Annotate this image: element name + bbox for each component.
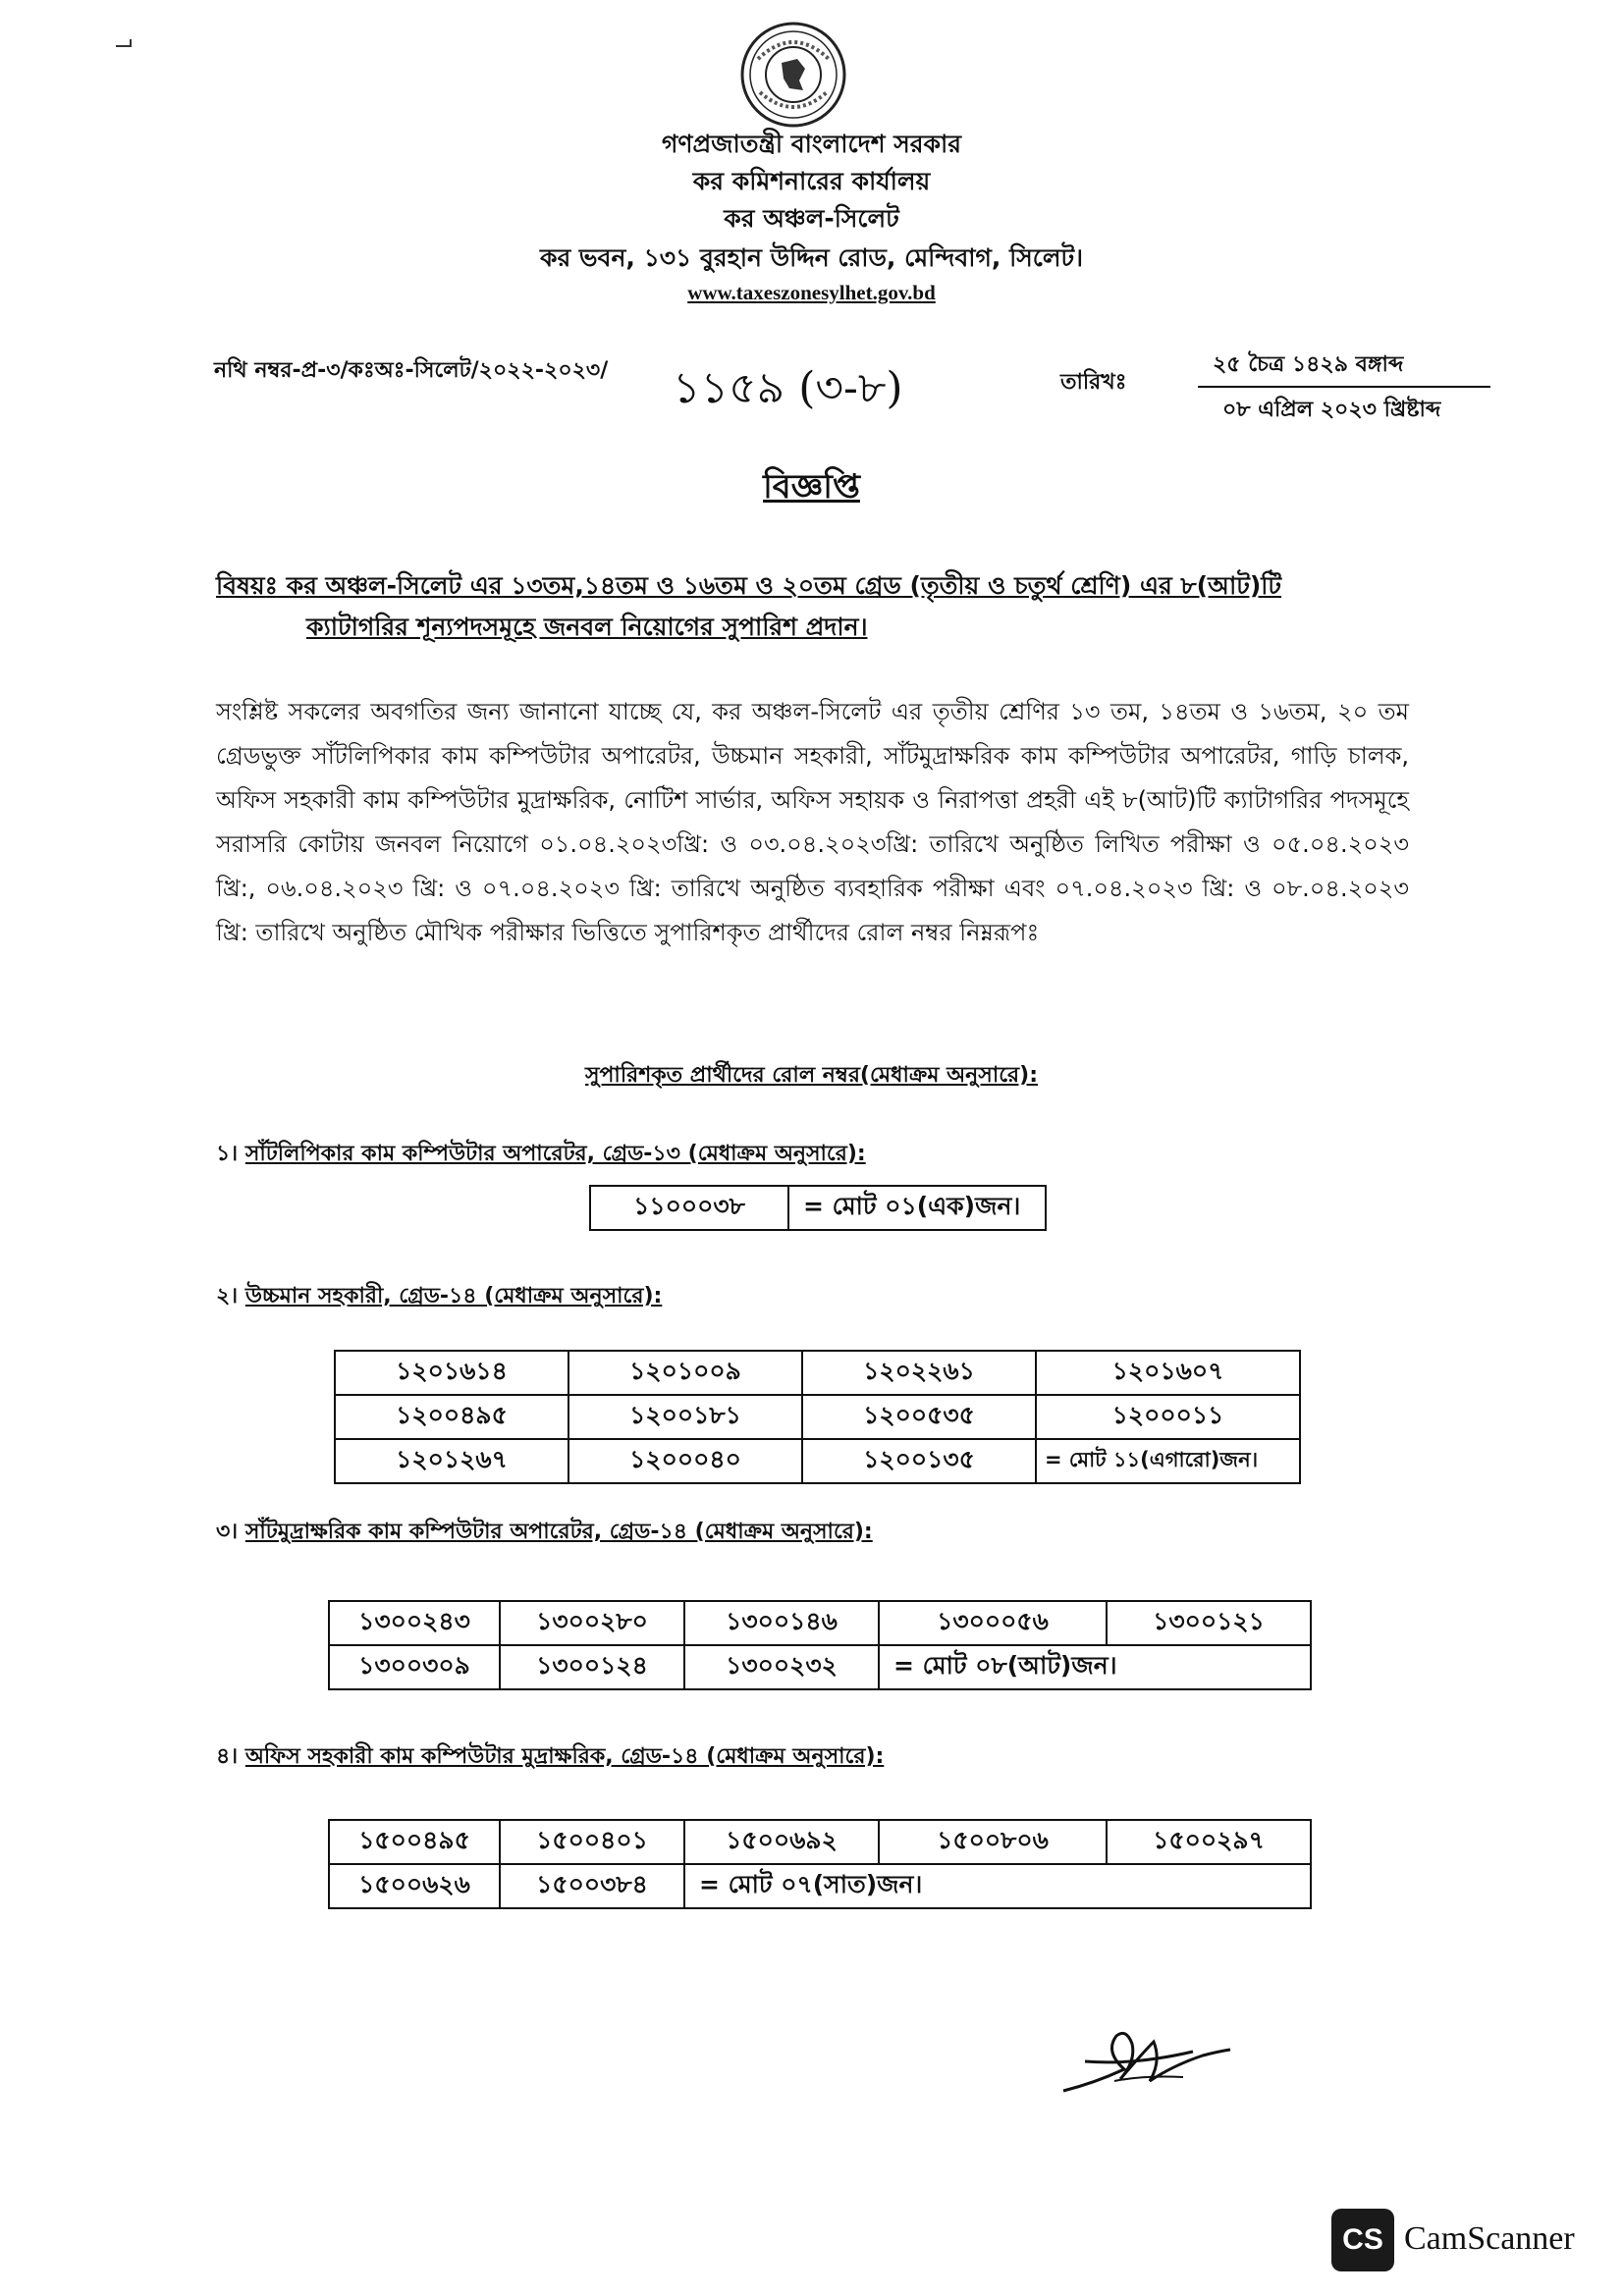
notice-title: বিজ্ঞপ্তি xyxy=(763,467,860,507)
table-row xyxy=(590,1186,1046,1230)
list-heading: সুপারিশকৃত প্রার্থীদের রোল নম্বর(মেধাক্রম অনুসারে): xyxy=(584,1063,1039,1088)
header-line-1: গণপ্রজাতন্ত্রী বাংলাদেশ সরকার xyxy=(662,130,961,158)
roll-cell: ১৩০০১২৪ xyxy=(500,1645,684,1689)
camscanner-label: CamScanner xyxy=(1404,2220,1575,2257)
roll-cell: ১২০১২৬৭ xyxy=(335,1439,568,1483)
roll-cell: ১৫০০৪০১ xyxy=(500,1820,684,1864)
government-seal xyxy=(738,20,848,130)
section-1-table xyxy=(589,1185,1047,1231)
date-divider xyxy=(1198,386,1490,388)
roll-cell: ১৫০০৮০৬ xyxy=(879,1820,1107,1864)
section-2-heading: ২। উচ্চমান সহকারী, গ্রেড-১৪ (মেধাক্রম অনুসারে): xyxy=(216,1284,663,1308)
table-row xyxy=(329,1645,1311,1689)
table-row xyxy=(329,1820,1311,1864)
handwritten-reference-number: ১১৫৯ (৩-৮) xyxy=(673,363,903,413)
date-bangla: ২৫ চৈত্র ১৪২৯ বঙ্গাব্দ xyxy=(1213,352,1404,377)
roll-cell: ১২০১০০৯ xyxy=(568,1351,802,1395)
website-link[interactable]: www.taxeszonesylhet.gov.bd xyxy=(687,281,936,304)
roll-cell: ১৫০০২৯৭ xyxy=(1107,1820,1311,1864)
roll-cell: ১২০০০১১ xyxy=(1036,1395,1300,1439)
subject-line-2: ক্যাটাগরির শূন্যপদসমূহে জনবল নিয়োগের সুপারিশ প্রদান। xyxy=(306,613,868,641)
roll-cell: ১৩০০৩০৯ xyxy=(329,1645,500,1689)
roll-cell: ১৩০০১৪৬ xyxy=(684,1601,879,1645)
signature xyxy=(1055,2022,1237,2101)
roll-cell: ১৩০০২৪৩ xyxy=(329,1601,500,1645)
roll-cell: ১২০২২৬১ xyxy=(802,1351,1036,1395)
roll-cell: ১৩০০১২১ xyxy=(1107,1601,1311,1645)
roll-cell: ১৫০০৬২৬ xyxy=(329,1864,500,1908)
section-1-heading: ১। সাঁটলিপিকার কাম কম্পিউটার অপারেটর, গ্রেড-১৩ (মেধাক্রম অনুসারে): xyxy=(216,1142,866,1166)
roll-cell: ১৩০০২৮০ xyxy=(500,1601,684,1645)
roll-cell: ১৫০০৩৮৪ xyxy=(500,1864,684,1908)
roll-cell: ১২০১৬০৭ xyxy=(1036,1351,1300,1395)
date-label: তারিখঃ xyxy=(1060,370,1127,395)
roll-cell: ১৩০০০৫৬ xyxy=(879,1601,1107,1645)
reference-label: নথি নম্বর-প্র-৩/কঃঅঃ-সিলেট/২০২২-২০২৩/ xyxy=(214,358,609,383)
table-row xyxy=(329,1864,1311,1908)
section-4-table xyxy=(328,1819,1312,1909)
section-3-table xyxy=(328,1600,1312,1690)
header-line-4: কর ভবন, ১৩১ বুরহান উদ্দিন রোড, মেন্দিবাগ, সিলেট। xyxy=(539,243,1084,272)
date-english: ০৮ এপ্রিল ২০২৩ খ্রিষ্টাব্দ xyxy=(1222,398,1441,422)
section-4-heading: ৪। অফিস সহকারী কাম কম্পিউটার মুদ্রাক্ষরিক, গ্রেড-১৪ (মেধাক্রম অনুসারে): xyxy=(216,1744,885,1769)
subject-line-1: বিষয়ঃ কর অঞ্চল-সিলেট এর ১৩তম,১৪তম ও ১৬তম ও ২০তম গ্রেড (তৃতীয় ও চতুর্থ শ্রেণি) এর ৮(আট)টি xyxy=(216,571,1282,600)
roll-cell: ১২০০১৮১ xyxy=(568,1395,802,1439)
roll-cell: ১৩০০২৩২ xyxy=(684,1645,879,1689)
camscanner-logo: CS xyxy=(1331,2209,1394,2271)
table-row xyxy=(329,1601,1311,1645)
section-3-heading: ৩। সাঁটমুদ্রাক্ষরিক কাম কম্পিউটার অপারেটর, গ্রেড-১৪ (মেধাক্রম অনুসারে): xyxy=(216,1520,873,1544)
roll-cell: ১২০০৫৩৫ xyxy=(802,1395,1036,1439)
total-cell: = মোট ১১(এগারো)জন। xyxy=(1036,1439,1300,1483)
notice-body: সংশ্লিষ্ট সকলের অবগতির জন্য জানানো যাচ্ছে যে, কর অঞ্চল-সিলেট এর তৃতীয় শ্রেণির ১৩ তম, ১৪তম ও ১৬তম, ২০ তম গ্রেডভুক্ত সাঁটলিপিকার কাম কম্পিউটার অপারেটর, উচ্চমান সহকারী, সাঁটমুদ্রাক্ষরিক কাম কম্পিউটার অপারেটর, গাড়ি চালক, অফিস সহকারী কাম কম্পিউটার মুদ্রাক্ষরিক, নোটিশ সার্ভার, অফিস সহায়ক ও নিরাপত্তা প্রহরী এই ৮(আট)টি ক্যাটাগরির পদসমূহে সরাসরি কোটায় জনবল নিয়োগে ০১.০৪.২০২৩খ্রি: ও ০৩.০৪.২০২৩খ্রি: তারিখে অনুষ্ঠিত লিখিত পরীক্ষা ও ০৫.০৪.২০২৩ খ্রি:, ০৬.০৪.২০২৩ খ্রি: ও ০৭.০৪.২০২৩ খ্রি: তারিখে অনুষ্ঠিত ব্যবহারিক পরীক্ষা এবং ০৭.০৪.২০২৩ খ্রি: ও ০৮.০৪.২০২৩ খ্রি: তারিখে অনুষ্ঠিত মৌখিক পরীক্ষার ভিত্তিতে সুপারিশকৃত প্রার্থীদের রোল নম্বর নিম্নরূপঃ xyxy=(216,698,1409,946)
roll-cell: ১২০০৪৯৫ xyxy=(335,1395,568,1439)
section-2-table xyxy=(334,1350,1301,1484)
roll-cell: ১১০০০৩৮ xyxy=(590,1186,788,1230)
roll-cell: ১২০১৬১৪ xyxy=(335,1351,568,1395)
roll-cell: ১২০০০৪০ xyxy=(568,1439,802,1483)
table-row xyxy=(335,1351,1300,1395)
roll-cell: ১৫০০৬৯২ xyxy=(684,1820,879,1864)
header-line-3: কর অঞ্চল-সিলেট xyxy=(724,204,899,233)
total-cell: = মোট ০১(এক)জন। xyxy=(788,1186,1046,1230)
scan-mark xyxy=(116,39,132,47)
total-cell: = মোট ০৭(সাত)জন। xyxy=(684,1864,1311,1908)
roll-cell: ১২০০১৩৫ xyxy=(802,1439,1036,1483)
roll-cell: ১৫০০৪৯৫ xyxy=(329,1820,500,1864)
header-line-2: কর কমিশনারের কার্যালয় xyxy=(692,167,931,195)
table-row xyxy=(335,1395,1300,1439)
table-row xyxy=(335,1439,1300,1483)
total-cell: = মোট ০৮(আট)জন। xyxy=(879,1645,1311,1689)
